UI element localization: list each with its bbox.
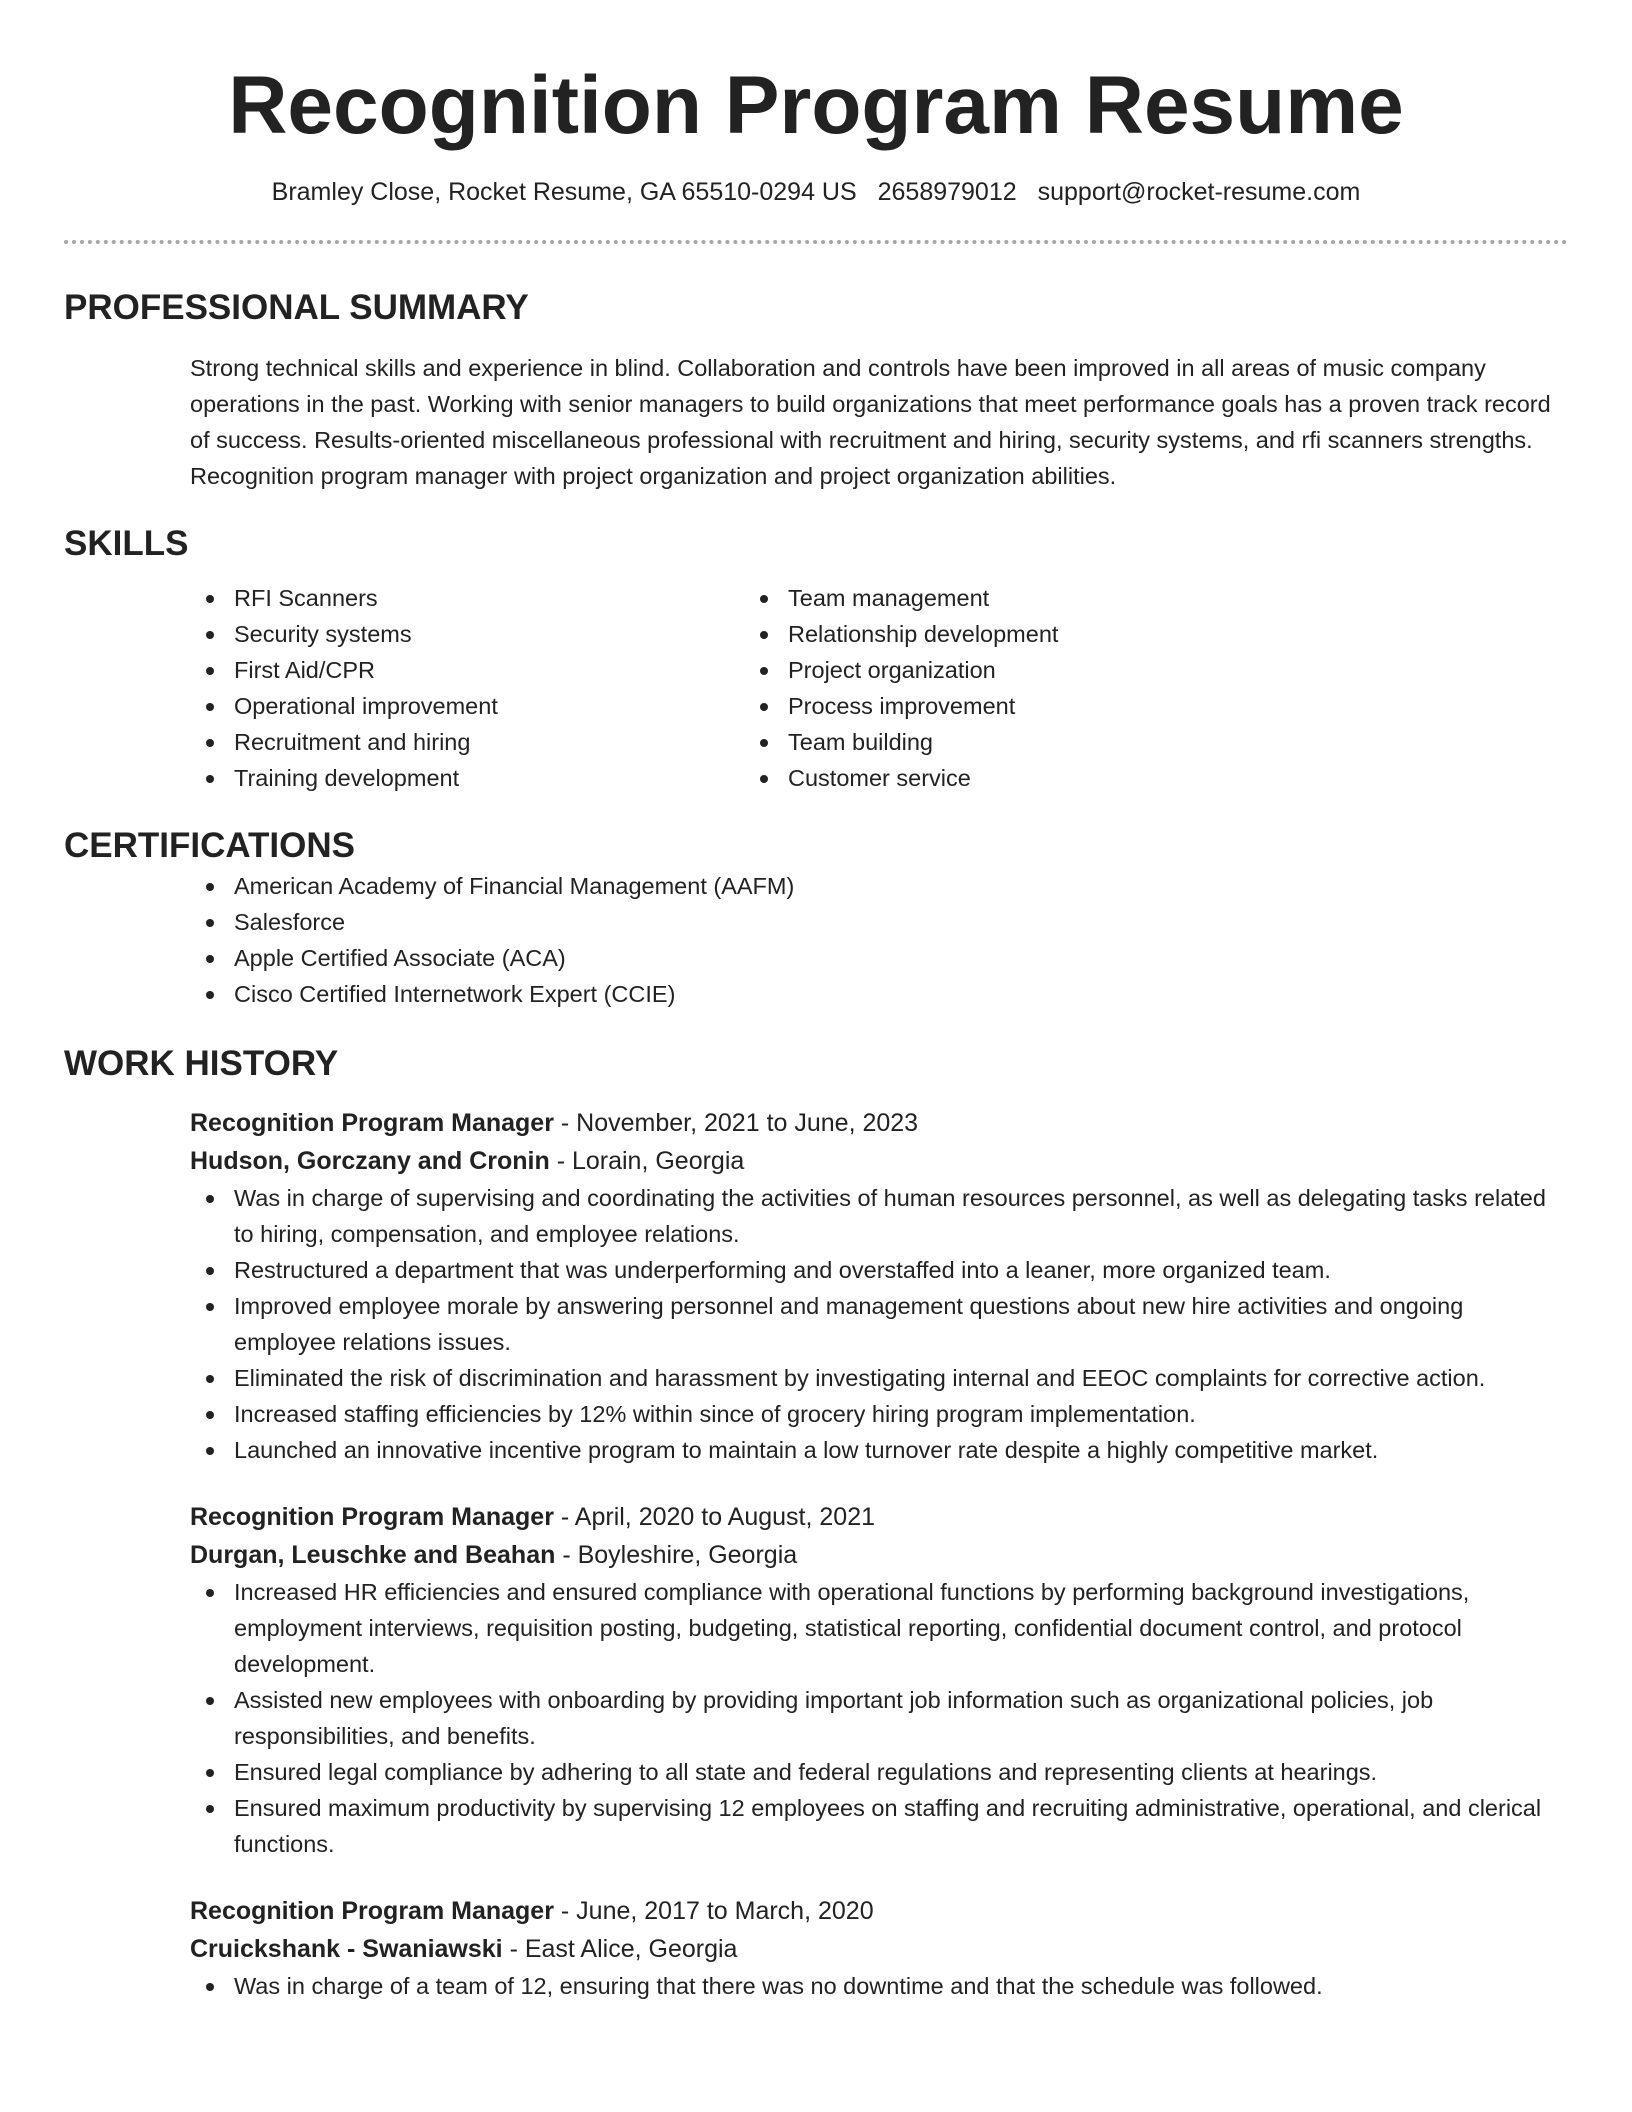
list-item: Ensured legal compliance by adhering to all state and federal regulations and representing clients at hearings. [190,1754,1568,1790]
list-item: Assisted new employees with onboarding by providing important job information such as organizational policies, job responsibilities, and benefits. [190,1682,1568,1754]
contact-line [64,176,1568,208]
list-item: Increased HR efficiencies and ensured compliance with operational functions by performing background investigations, employment interviews, requisition posting, budgeting, statistical reporting, confidential document control, and protocol development. [190,1574,1568,1682]
list-item: Project organization [744,652,1058,688]
list-item: Eliminated the risk of discrimination and harassment by investigating internal and EEOC complaints for corrective action. [190,1360,1568,1396]
job-location: - East Alice, Georgia [502,1935,738,1963]
job-role: Recognition Program Manager [190,1897,554,1925]
list-item: Relationship development [744,616,1058,652]
list-item: Launched an innovative incentive program to maintain a low turnover rate despite a highly competitive market. [190,1432,1568,1468]
list-item: Team building [744,724,1058,760]
list-item: Operational improvement [190,688,744,724]
list-item: Training development [190,760,744,796]
certifications-heading: CERTIFICATIONS [64,826,356,865]
list-item: Customer service [744,760,1058,796]
skills-left-list [64,580,744,796]
certifications-section [64,824,1568,1012]
job-bullets [64,1180,1568,1468]
list-item: American Academy of Financial Management (AAFM) [190,868,1568,904]
contact-address: Bramley Close, Rocket Resume, GA 65510-0294 US [271,178,857,206]
list-item: Was in charge of a team of 12, ensuring that there was no downtime and that the schedule was followed. [190,1968,1568,2004]
list-item: Improved employee morale by answering personnel and management questions about new hire activities and ongoing employee relations issues. [190,1288,1568,1360]
skills-heading: SKILLS [64,524,189,563]
job-dates: - November, 2021 to June, 2023 [553,1109,919,1137]
summary-section [64,286,1568,494]
job-dates: - April, 2020 to August, 2021 [553,1503,876,1531]
contact-phone: 2658979012 [877,178,1017,206]
job-dates: - June, 2017 to March, 2020 [553,1897,874,1925]
job-company-line [190,1142,1568,1180]
job-role: Recognition Program Manager [190,1109,554,1137]
job-role: Recognition Program Manager [190,1503,554,1531]
list-item: Salesforce [190,904,1568,940]
job-company: Hudson, Gorczany and Cronin [190,1147,550,1175]
work-history-section [64,1042,1568,2004]
certifications-list [64,868,1568,1012]
list-item: Cisco Certified Internetwork Expert (CCIE) [190,976,1568,1012]
list-item: Security systems [190,616,744,652]
job-role-line [190,1892,1568,1930]
job-bullets [64,1968,1568,2004]
job-company: Durgan, Leuschke and Beahan [190,1541,556,1569]
job-company-line [190,1930,1568,1968]
list-item: RFI Scanners [190,580,744,616]
list-item: Process improvement [744,688,1058,724]
job-company: Cruickshank - Swaniawski [190,1935,503,1963]
job-company-line [190,1536,1568,1574]
header-divider [64,240,1568,244]
summary-heading: PROFESSIONAL SUMMARY [64,288,529,327]
contact-email[interactable]: support@rocket-resume.com [1037,178,1361,206]
job-location: - Lorain, Georgia [549,1147,745,1175]
job-role-line [190,1498,1568,1536]
list-item: Restructured a department that was underperforming and overstaffed into a leaner, more organized team. [190,1252,1568,1288]
job-location: - Boyleshire, Georgia [555,1541,798,1569]
work-history-heading: WORK HISTORY [64,1044,339,1083]
skills-section [64,522,1568,796]
list-item: Recruitment and hiring [190,724,744,760]
list-item: Ensured maximum productivity by supervising 12 employees on staffing and recruiting administrative, operational, and clerical functions. [190,1790,1568,1862]
summary-text: Strong technical skills and experience in blind. Collaboration and controls have been improved in all areas of music company operations in the past. Working with senior managers to build organizations that meet performance goals has a proven track record of success. Results-oriented miscellaneous professional with recruitment and hiring, security systems, and rfi scanners strengths. Recognition program manager with project organization and project organization abilities. [190,355,1551,489]
job-role-line [190,1104,1568,1142]
job-entry [64,1104,1568,1468]
job-entry [64,1498,1568,1862]
skills-columns [64,580,1568,796]
skills-right-list [744,580,1058,796]
list-item: Was in charge of supervising and coordinating the activities of human resources personnel, as well as delegating tasks related to hiring, compensation, and employee relations. [190,1180,1568,1252]
list-item: Apple Certified Associate (ACA) [190,940,1568,976]
list-item: Team management [744,580,1058,616]
job-entry [64,1892,1568,2004]
job-bullets [64,1574,1568,1862]
resume-title: Recognition Program Resume [228,60,1404,151]
list-item: Increased staffing efficiencies by 12% within since of grocery hiring program implementation. [190,1396,1568,1432]
list-item: First Aid/CPR [190,652,744,688]
